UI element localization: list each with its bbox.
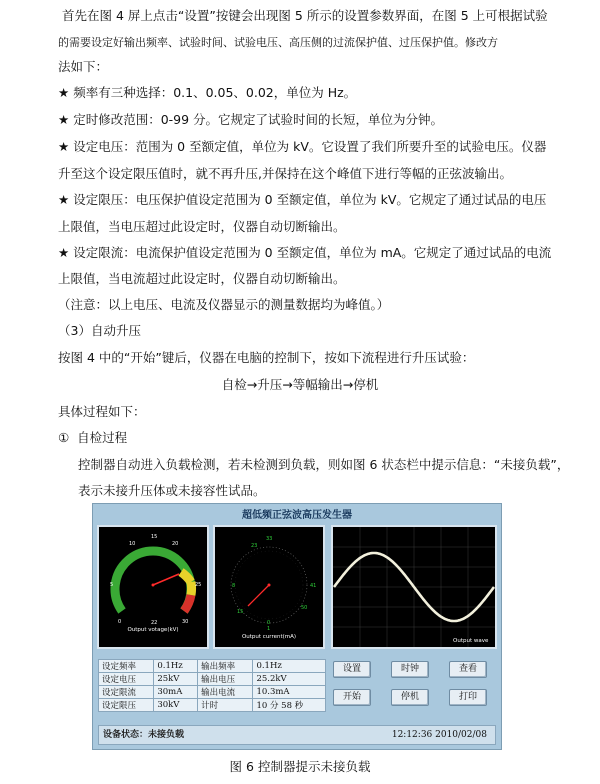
view-button[interactable]: 查看 xyxy=(449,661,487,678)
step-number: ① xyxy=(58,430,70,445)
voltage-needle xyxy=(153,574,179,585)
note-text: （注意：以上电压、电流及仪器显示的测量数据均为峰值。） xyxy=(58,297,390,312)
voltage-gauge-svg xyxy=(99,527,207,647)
freq-text: 频率有三种选择：0.1、0.05、0.02，单位为 Hz。 xyxy=(73,85,357,100)
current-tick-1: 1 xyxy=(267,626,271,632)
table-cell: 30mA xyxy=(154,686,198,699)
table-cell: 0.1Hz xyxy=(154,660,198,673)
current-gauge-svg xyxy=(215,527,323,647)
voltage-gauge-label: Output votage(kV) xyxy=(127,627,179,633)
table-cell: 25kV xyxy=(154,673,198,686)
step-body-2: 表示未接升压体或未接容性试品。 xyxy=(78,483,266,498)
device-status: 设备状态：未接负载 xyxy=(103,730,185,740)
time-text: 定时修改范围：0-99 分。它规定了试验时间的长短，单位为分钟。 xyxy=(73,112,444,127)
table-cell: 设定电压 xyxy=(99,673,154,686)
volt-text-1: 设定电压：范围为 0 至额定值，单位为 kV。它设置了我们所要升至的试验电压。仪器 xyxy=(73,139,547,154)
step-title: 自检过程 xyxy=(77,430,128,445)
clock-button[interactable]: 时钟 xyxy=(391,661,429,678)
table-row xyxy=(99,699,326,712)
intro-line-1: 首先在图 4 屏上点击“设置”按键会出现图 5 所示的设置参数界面，在图 5 上可根据试验 xyxy=(62,8,548,23)
current-gauge xyxy=(213,525,325,649)
table-row xyxy=(99,660,326,673)
star-icon: ★ xyxy=(58,139,70,154)
current-tick-50: 50 xyxy=(301,605,308,611)
vlimit-text-1: 设定限压：电压保护值设定范围为 0 至额定值，单位为 kV。它规定了通过试品的电压 xyxy=(73,192,547,207)
time-item xyxy=(58,110,443,130)
voltage-tick-5: 5 xyxy=(110,582,114,588)
ilimit-text-1: 设定限流：电流保护值设定范围为 0 至额定值，单位为 mA。它规定了通过试品的电流 xyxy=(73,245,552,260)
volt-item xyxy=(58,137,546,157)
current-tick-8: 8 xyxy=(232,583,236,589)
figure-caption: 图 6 控制器提示未接负载 xyxy=(229,759,371,774)
voltage-tick-25: 25 xyxy=(195,582,202,588)
current-tick-23: 23 xyxy=(251,543,258,549)
voltage-arc-green xyxy=(115,551,191,611)
table-row xyxy=(99,686,326,699)
current-tick-0: 0 xyxy=(267,620,271,626)
parameter-table xyxy=(98,659,326,712)
voltage-arc-yellow-2 xyxy=(181,572,191,582)
table-cell: 10.3mA xyxy=(253,686,326,699)
table-cell: 0.1Hz xyxy=(253,660,326,673)
table-cell: 10 分 58 秒 xyxy=(253,699,326,712)
voltage-arc-red xyxy=(184,595,191,611)
voltage-tick-10: 10 xyxy=(129,541,136,547)
table-cell: 输出电压 xyxy=(198,673,253,686)
intro-line-2: 的需要设定好输出频率、试验时间、试验电压、高压侧的过流保护值、过压保护值。修改方 xyxy=(58,36,498,49)
table-cell: 输出频率 xyxy=(198,660,253,673)
vlimit-text-2: 上限值，当电压超过此设定时，仪器自动切断输出。 xyxy=(58,219,346,234)
current-tick-33: 33 xyxy=(266,536,273,542)
ilimit-text-2: 上限值，当电流超过此设定时，仪器自动切断输出。 xyxy=(58,271,346,286)
table-cell: 25.2kV xyxy=(253,673,326,686)
print-button[interactable]: 打印 xyxy=(449,689,487,706)
step-heading xyxy=(58,428,127,448)
table-cell: 设定频率 xyxy=(99,660,154,673)
wave-svg xyxy=(333,527,495,647)
datetime-display: 12:12:36 2010/02/08 xyxy=(391,730,487,740)
current-hub xyxy=(268,584,271,587)
star-icon: ★ xyxy=(58,192,70,207)
auto-intro: 按图 4 中的“开始”键后，仪器在电脑的控制下，按如下流程进行升压试验： xyxy=(58,350,475,365)
volt-text-2: 升至这个设定限压值时，就不再升压,并保持在这个峰值下进行等幅的正弦波输出。 xyxy=(58,166,512,181)
current-tick-41: 41 xyxy=(310,583,317,589)
current-tick-15: 15 xyxy=(237,609,244,615)
wave-label: Output wave xyxy=(453,638,489,644)
current-gauge-label: Output current(mA) xyxy=(241,634,297,640)
voltage-tick-15: 15 xyxy=(151,534,158,540)
table-cell: 设定限压 xyxy=(99,699,154,712)
controller-title: 超低频正弦波高压发生器 xyxy=(242,510,352,521)
voltage-gauge xyxy=(97,525,209,649)
flow-line: 自检→升压→等幅输出→停机 xyxy=(221,377,379,392)
settings-button[interactable]: 设置 xyxy=(333,661,371,678)
ilimit-item xyxy=(58,243,551,263)
step-body-1: 控制器自动进入负载检测，若未检测到负载，则如图 6 状态栏中提示信息：“未接负载”， xyxy=(78,457,570,472)
controller-figure xyxy=(92,503,502,750)
table-cell: 计时 xyxy=(198,699,253,712)
table-cell: 设定限流 xyxy=(99,686,154,699)
start-button[interactable]: 开始 xyxy=(333,689,371,706)
vlimit-item xyxy=(58,190,546,210)
voltage-tick-20: 20 xyxy=(172,541,179,547)
intro-line-3: 法如下： xyxy=(58,59,109,74)
star-icon: ★ xyxy=(58,85,70,100)
voltage-arc-yellow xyxy=(191,582,192,595)
process-text: 具体过程如下： xyxy=(58,404,146,419)
voltage-tick-22: 22 xyxy=(151,620,158,626)
voltage-hub xyxy=(152,584,155,587)
voltage-tick-30: 30 xyxy=(182,619,189,625)
section-heading: （3）自动升压 xyxy=(58,323,141,338)
status-bar xyxy=(98,725,496,745)
voltage-tick-0: 0 xyxy=(118,619,122,625)
star-icon: ★ xyxy=(58,112,70,127)
freq-item xyxy=(58,83,356,103)
star-icon: ★ xyxy=(58,245,70,260)
table-cell: 30kV xyxy=(154,699,198,712)
table-cell: 输出电流 xyxy=(198,686,253,699)
stop-button[interactable]: 停机 xyxy=(391,689,429,706)
table-row xyxy=(99,673,326,686)
current-needle xyxy=(248,585,269,606)
wave-display xyxy=(331,525,497,649)
